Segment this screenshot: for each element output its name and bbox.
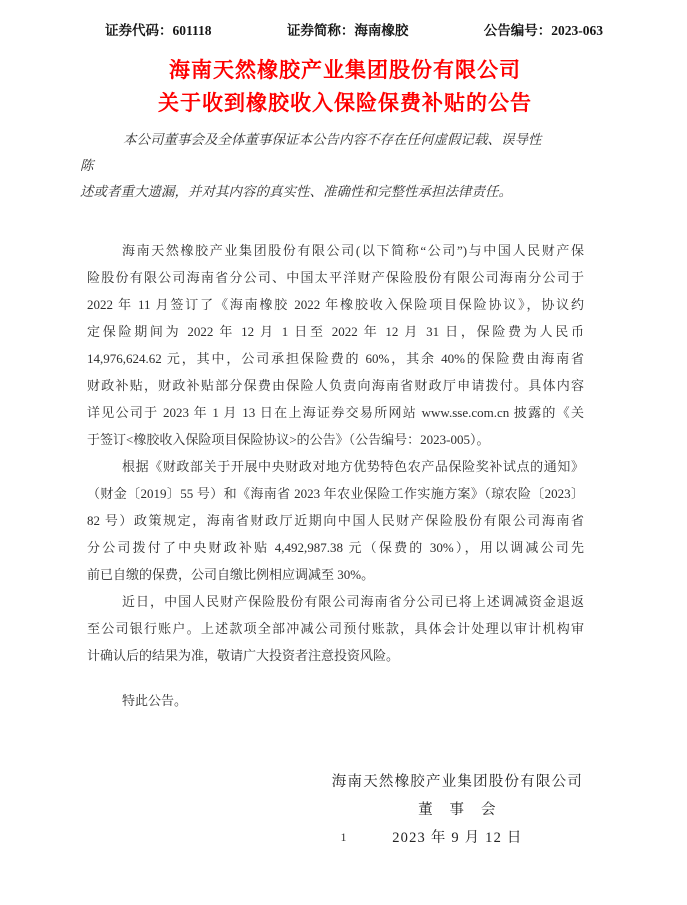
stock-code-value: 601118 <box>172 23 212 38</box>
text-line: 海南天然橡胶产业集团股份有限公司(以下简称“公司”)与中国人民财产保 <box>122 243 584 258</box>
announcement-number <box>484 19 603 39</box>
text-line: 2022 年 11 月签订了《海南橡胶 2022 年橡胶收入保险项目保险协议》，协议约 <box>87 297 584 312</box>
signature-company: 海南天然橡胶产业集团股份有限公司 <box>331 774 583 790</box>
document-body <box>87 237 584 669</box>
text-line: 述或者重大遗漏，并对其内容的真实性、准确性和完整性承担法律责任。 <box>80 184 512 199</box>
text-line: 本公司董事会及全体董事保证本公告内容不存在任何虚假记载、误导性陈 <box>80 132 542 173</box>
text-line: 14,976,624.62 元，其中，公司承担保险费的 60%，其余 40%的保险费由海南省 <box>87 351 584 366</box>
text-line: 险股份有限公司海南省分公司、中国太平洋财产保险股份有限公司海南分公司于 <box>87 270 584 285</box>
board-disclaimer <box>80 127 553 205</box>
securities-header <box>105 0 603 39</box>
stock-short-name-value: 海南橡胶 <box>354 23 409 38</box>
company-title-line: 海南天然橡胶产业集团股份有限公司 <box>169 59 521 82</box>
text-line: 计确认后的结果为准，敬请广大投资者注意投资风险。 <box>87 648 400 663</box>
text-line: （财金〔2019〕55 号）和《海南省 2023 年农业保险工作实施方案》（琼农险〔2023〕 <box>87 486 584 501</box>
stock-short-name-label: 证券简称： <box>286 23 355 38</box>
signature-date: 2023 年 9 月 12 日 <box>392 830 523 846</box>
text-line: 于签订<橡胶收入保险项目保险协议>的公告》（公告编号：2023-005）。 <box>87 432 490 447</box>
text-line: 分公司拨付了中央财政补贴 4,492,987.38 元（保费的 30%），用以调减公司先 <box>87 540 584 555</box>
signature-board: 董 事 会 <box>418 802 497 818</box>
text-line: 详见公司于 2023 年 1 月 13 日在上海证券交易所网站 www.sse.com.cn 披露的《关 <box>87 405 584 420</box>
text-line: 近日，中国人民财产保险股份有限公司海南省分公司已将上述调减资金退返 <box>122 594 584 609</box>
text-line: 82 号）政策规定，海南省财政厅近期向中国人民财产保险股份有限公司海南省 <box>87 513 584 528</box>
stock-short-name <box>287 19 409 39</box>
page-number: 1 <box>340 830 347 844</box>
text-line: 前已自缴的保费，公司自缴比例相应调减至 30%。 <box>87 567 375 582</box>
text-line: 财政补贴，财政补贴部分保费由保险人负责向海南省财政厅申请拨付。具体内容 <box>87 378 584 393</box>
announcement-title-line: 关于收到橡胶收入保险保费补贴的公告 <box>158 92 532 115</box>
announcement-number-value: 2023-063 <box>551 23 603 38</box>
announcement-number-label: 公告编号： <box>483 23 552 38</box>
closing-statement: 特此公告。 <box>122 693 188 708</box>
text-line: 根据《财政部关于开展中央财政对地方优势特色农产品保险奖补试点的通知》 <box>122 459 584 474</box>
text-line: 至公司银行账户。上述款项全部冲减公司预付账款，具体会计处理以审计机构审 <box>87 621 584 636</box>
stock-code-label: 证券代码： <box>105 23 173 38</box>
text-line: 定保险期间为 2022 年 12 月 1 日至 2022 年 12 月 31 日，保险费为人民币 <box>87 324 584 339</box>
stock-code <box>105 19 212 39</box>
